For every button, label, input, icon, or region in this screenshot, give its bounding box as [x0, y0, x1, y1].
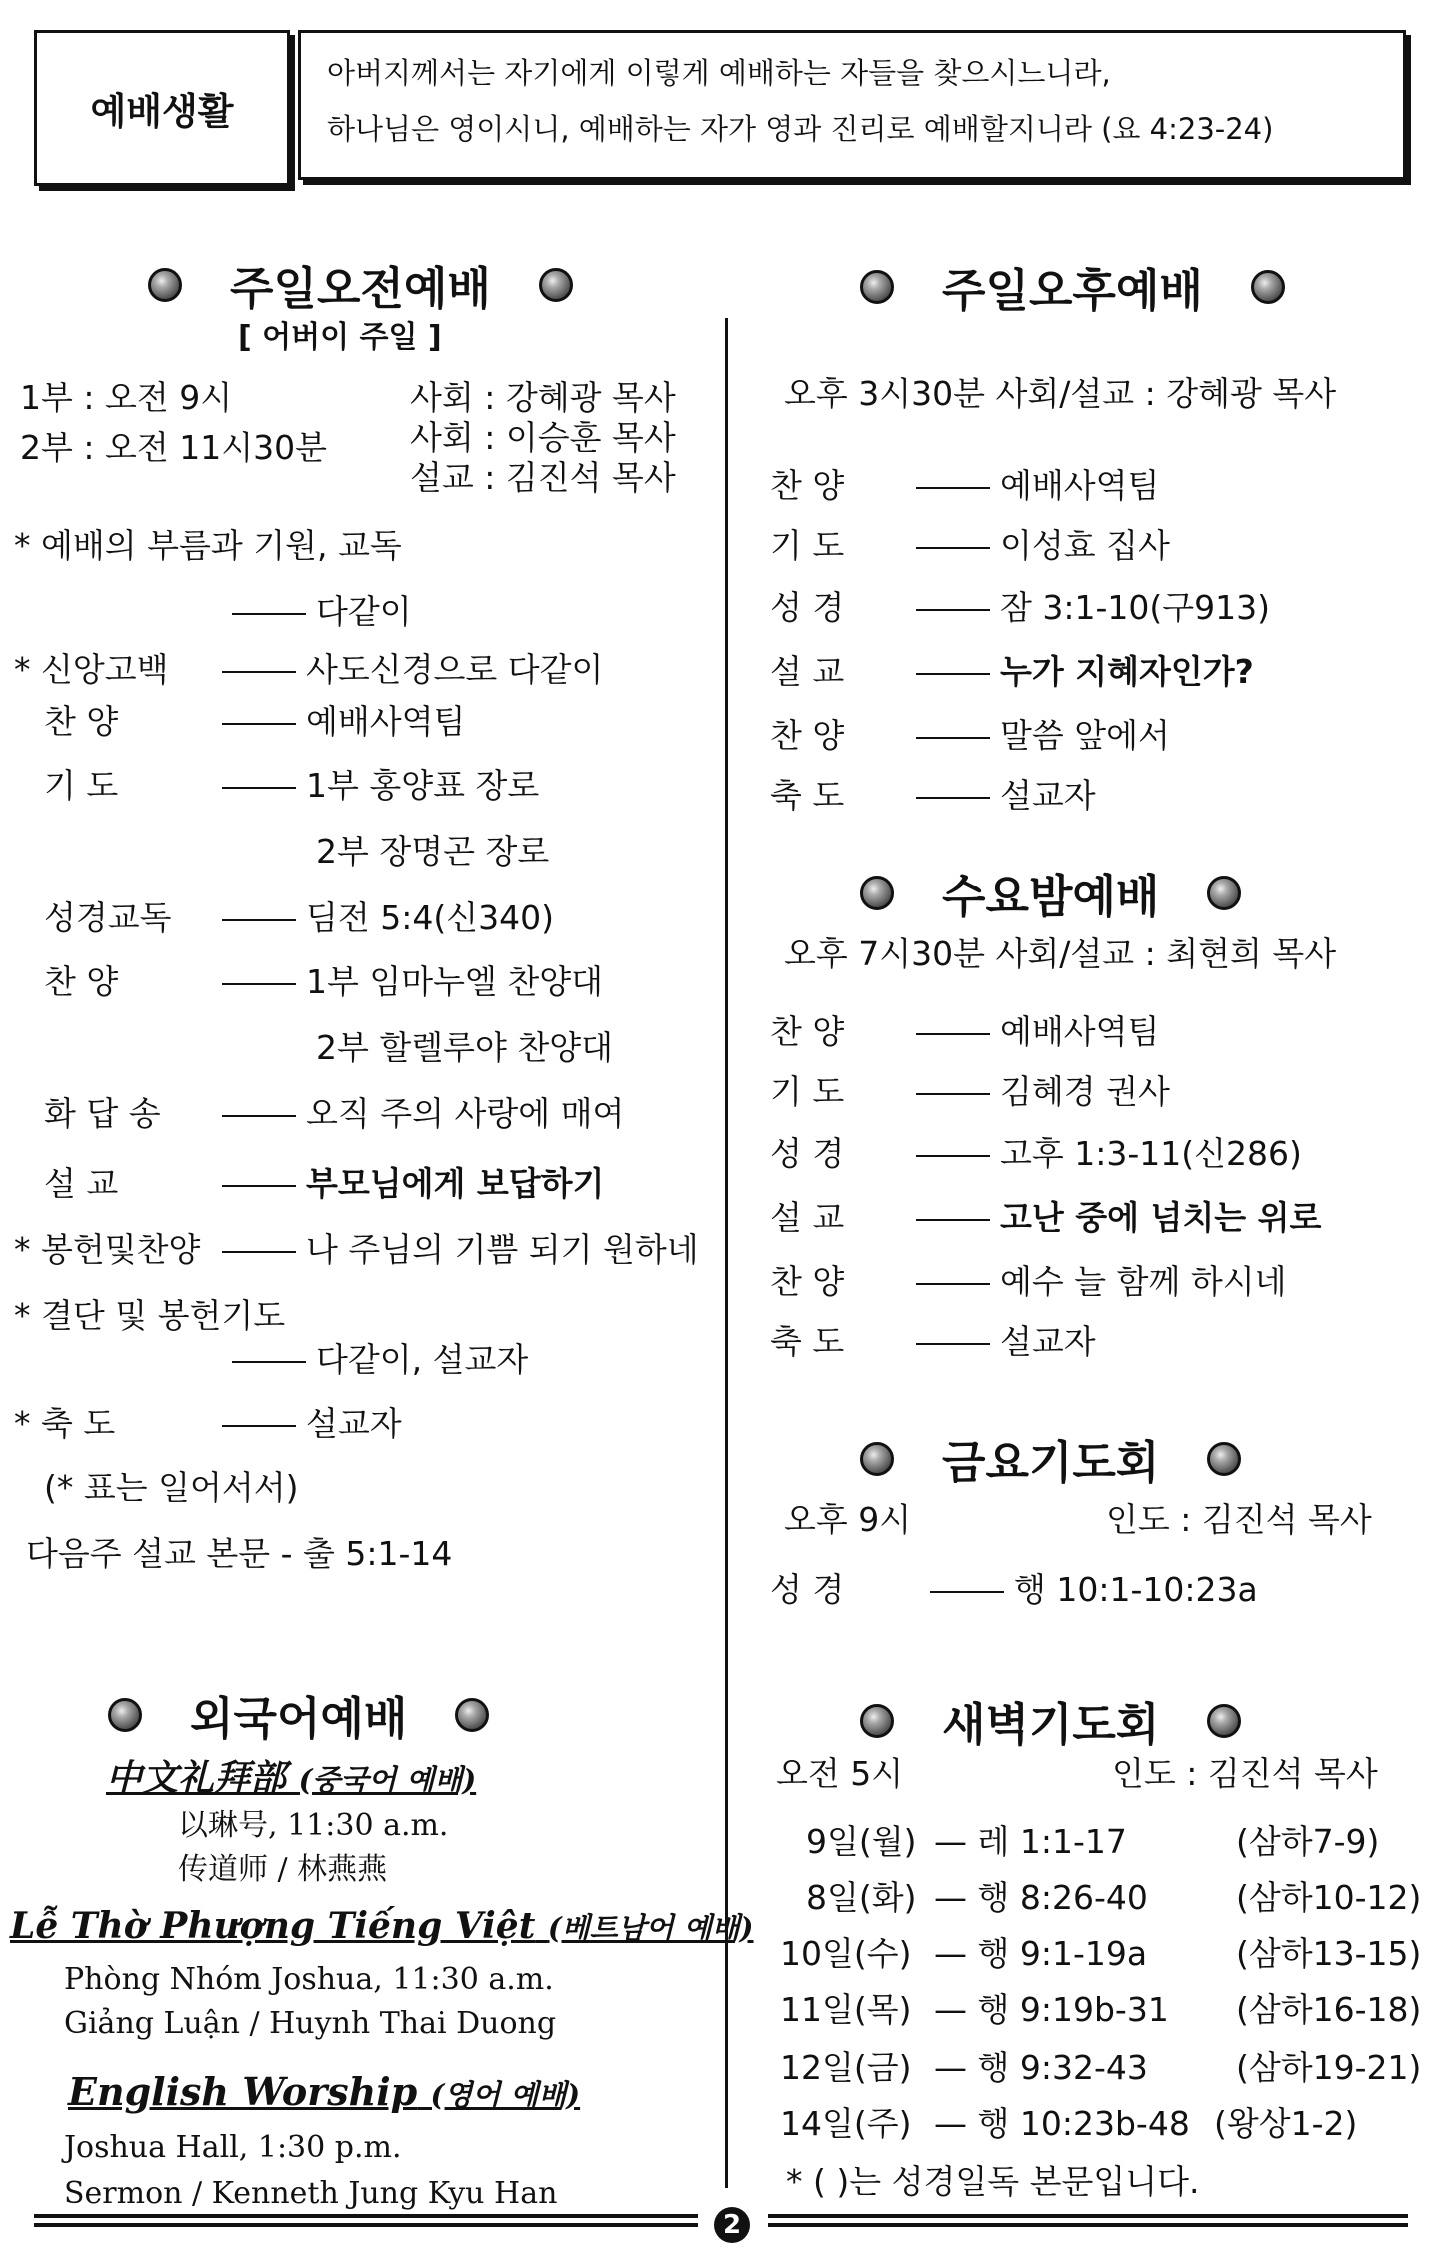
schedule-day: 8일(화)	[806, 1878, 917, 1917]
order-item-label: 성 경	[770, 588, 845, 627]
verse-line-1: 아버지께서는 자기에게 이렇게 예배하는 자들을 찾으시느니라,	[327, 56, 1111, 90]
friday-scripture: 행 10:1-10:23a	[920, 1570, 1258, 1610]
afternoon-service-heading: 주일오후예배	[860, 254, 1285, 319]
order-item-value: 1부 홍양표 장로	[212, 766, 539, 806]
schedule-day: 9일(월)	[806, 1822, 917, 1861]
footer-rule-right	[768, 2214, 1408, 2227]
order-item-label: 성 경	[770, 1570, 845, 1609]
schedule-extra: (삼하7-9)	[1236, 1822, 1380, 1861]
order-item-value: 설교자	[212, 1404, 402, 1444]
schedule-extra: (삼하16-18)	[1236, 1990, 1422, 2029]
bullet-icon	[1207, 876, 1241, 910]
chinese-service-title: 中文礼拜部 (중국어 예배)	[106, 1757, 477, 1799]
schedule-day: 10일(수)	[780, 1934, 912, 1973]
morning-host-1: 사회 : 강혜광 목사	[410, 378, 676, 417]
english-service-title: English Worship (영어 예배)	[68, 2069, 581, 2114]
wednesday-time: 오후 7시30분 사회/설교 : 최현희 목사	[784, 934, 1337, 973]
order-item-value: 말씀 앞에서	[906, 716, 1170, 756]
next-week-text: 다음주 설교 본문 - 출 5:1-14	[26, 1534, 453, 1573]
order-item-label: * 봉헌및찬양	[14, 1230, 201, 1269]
order-item-value: 예배사역팀	[212, 702, 465, 742]
order-item-value: 2부 장명곤 장로	[316, 832, 550, 871]
schedule-extra: (삼하19-21)	[1236, 2048, 1422, 2087]
order-item-value: 2부 할렐루야 찬양대	[316, 1028, 613, 1067]
order-item-label: 찬 양	[44, 702, 119, 741]
bullet-icon	[455, 1698, 489, 1732]
order-item-label: 성경교독	[44, 898, 172, 937]
standing-note: (* 표는 일어서서)	[44, 1468, 299, 1507]
schedule-reading: — 행 9:32-43	[934, 2048, 1148, 2087]
english-service-time: Joshua Hall, 1:30 p.m.	[64, 2130, 402, 2165]
morning-service-heading: 주일오전예배	[148, 252, 573, 317]
scripture-banner	[298, 30, 1406, 180]
vietnamese-service-title: Lễ Thờ Phượng Tiếng Việt (베트남어 예배)	[10, 1905, 754, 1947]
order-item-value: 1부 임마누엘 찬양대	[212, 962, 603, 1002]
order-item-value: 예수 늘 함께 하시네	[906, 1262, 1287, 1302]
schedule-reading: — 행 8:26-40	[934, 1878, 1148, 1917]
bullet-icon	[148, 268, 182, 302]
order-item-value: 사도신경으로 다같이	[212, 650, 603, 690]
order-item-label: 찬 양	[44, 962, 119, 1001]
dawn-service-heading: 새벽기도회	[860, 1688, 1241, 1753]
order-item-label: 축 도	[770, 1322, 845, 1361]
order-item-label: 찬 양	[770, 466, 845, 505]
order-item-label: 찬 양	[770, 716, 845, 755]
bullet-icon	[860, 1704, 894, 1738]
bullet-icon	[539, 268, 573, 302]
verse-line-2: 하나님은 영이시니, 예배하는 자가 영과 진리로 예배할지니라 (요 4:23-24)	[327, 112, 1274, 146]
order-item-label: 화 답 송	[44, 1094, 161, 1133]
schedule-extra: (삼하10-12)	[1236, 1878, 1422, 1917]
dawn-time: 오전 5시	[776, 1754, 904, 1793]
order-item-value: 오직 주의 사랑에 매여	[212, 1094, 624, 1134]
sermon-title: 고난 중에 넘치는 위로	[906, 1198, 1321, 1238]
foreign-service-heading: 외국어예배	[108, 1682, 489, 1747]
morning-time-1: 1부 : 오전 9시	[20, 378, 233, 417]
order-item-value: 딤전 5:4(신340)	[212, 898, 554, 938]
order-item: * 예배의 부름과 기원, 교독	[14, 526, 402, 565]
bullet-icon	[1251, 270, 1285, 304]
morning-time-2: 2부 : 오전 11시30분	[20, 428, 327, 467]
order-item-value: 예배사역팀	[906, 1012, 1159, 1052]
order-item-label: 성 경	[770, 1134, 845, 1173]
bullet-icon	[1207, 1704, 1241, 1738]
order-item-label: 축 도	[770, 776, 845, 815]
morning-subtitle: [ 어버이 주일 ]	[238, 320, 442, 355]
order-item-label: 기 도	[44, 766, 119, 805]
schedule-extra: (왕상1-2)	[1214, 2104, 1358, 2143]
friday-leader: 인도 : 김진석 목사	[1106, 1500, 1372, 1539]
page-number: 2	[714, 2207, 750, 2243]
chinese-service-preacher: 传道师 / 林燕燕	[178, 1852, 388, 1887]
schedule-day: 12일(금)	[780, 2048, 912, 2087]
schedule-day: 11일(목)	[780, 1990, 912, 2029]
bullet-icon	[1207, 1442, 1241, 1476]
bullet-icon	[860, 1442, 894, 1476]
bullet-icon	[860, 270, 894, 304]
morning-host-2: 사회 : 이승훈 목사	[410, 418, 676, 457]
afternoon-time: 오후 3시30분 사회/설교 : 강혜광 목사	[784, 374, 1337, 413]
friday-time: 오후 9시	[784, 1500, 912, 1539]
schedule-reading: — 행 10:23b-48	[934, 2104, 1190, 2143]
bullet-icon	[860, 876, 894, 910]
morning-preacher: 설교 : 김진석 목사	[410, 458, 676, 497]
order-item-label: 기 도	[770, 1072, 845, 1111]
order-item-value: 예배사역팀	[906, 466, 1159, 506]
order-item-label: 설 교	[44, 1164, 119, 1203]
schedule-reading: — 행 9:1-19a	[934, 1934, 1148, 1973]
order-item-value: 나 주님의 기쁨 되기 원하네	[212, 1230, 699, 1270]
schedule-reading: — 행 9:19b-31	[934, 1990, 1169, 2029]
schedule-extra: (삼하13-15)	[1236, 1934, 1422, 1973]
friday-service-heading: 금요기도회	[860, 1426, 1241, 1491]
dawn-leader: 인도 : 김진석 목사	[1112, 1754, 1378, 1793]
english-service-preacher: Sermon / Kenneth Jung Kyu Han	[64, 2176, 558, 2211]
chinese-service-time: 以琳号, 11:30 a.m.	[178, 1808, 449, 1843]
footer-rule-left	[34, 2214, 698, 2227]
order-item-label: 설 교	[770, 1198, 845, 1237]
order-item-value: 이성효 집사	[906, 526, 1170, 566]
vietnamese-service-time: Phòng Nhóm Joshua, 11:30 a.m.	[64, 1962, 554, 1997]
order-item-value: 고후 1:3-11(신286)	[906, 1134, 1302, 1174]
order-item: 다같이	[222, 592, 412, 632]
order-item-label: * 축 도	[14, 1404, 116, 1443]
schedule-reading: — 레 1:1-17	[934, 1822, 1127, 1861]
order-item-value: 김혜경 권사	[906, 1072, 1170, 1112]
bullet-icon	[108, 1698, 142, 1732]
order-item-label: 기 도	[770, 526, 845, 565]
order-item-label: 찬 양	[770, 1012, 845, 1051]
sermon-title: 부모님에게 보답하기	[212, 1164, 604, 1204]
order-item-value: 설교자	[906, 776, 1096, 816]
schedule-day: 14일(주)	[780, 2104, 912, 2143]
order-item-value: 설교자	[906, 1322, 1096, 1362]
section-tag: 예배생활	[34, 30, 290, 186]
dawn-note: * ( )는 성경일독 본문입니다.	[786, 2162, 1200, 2201]
wednesday-service-heading: 수요밤예배	[860, 860, 1241, 925]
order-item-label: * 결단 및 봉헌기도	[14, 1296, 286, 1335]
order-item-value: 다같이, 설교자	[222, 1340, 528, 1380]
order-item-label: 설 교	[770, 652, 845, 691]
order-item-label: * 신앙고백	[14, 650, 169, 689]
order-item-value: 잠 3:1-10(구913)	[906, 588, 1270, 628]
sermon-title: 누가 지혜자인가?	[906, 652, 1254, 692]
vietnamese-service-preacher: Giảng Luận / Huynh Thai Duong	[64, 2006, 557, 2041]
order-item-label: 찬 양	[770, 1262, 845, 1301]
